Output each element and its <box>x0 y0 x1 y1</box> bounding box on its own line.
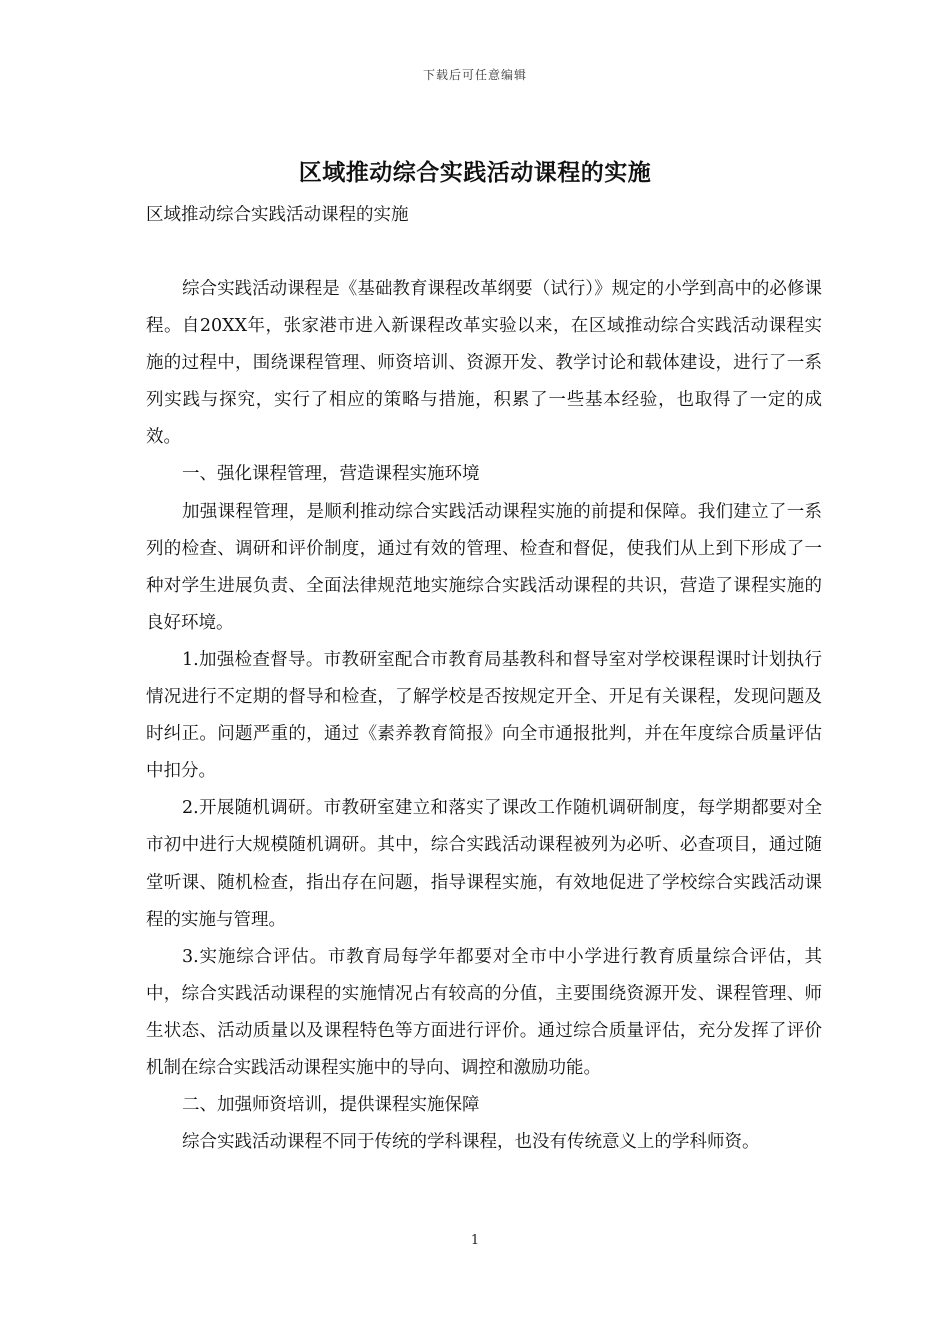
document-subtitle: 区域推动综合实践活动课程的实施 <box>146 205 409 225</box>
list-item-3: 3.实施综合评估。市教育局每学年都要对全市中小学进行教育质量综合评估，其中，综合实践活动课程的实施情况占有较高的分值，主要围绕资源开发、课程管理、师生状态、活动质量以及课程特色等方面进行评价。通过综合质量评估，充分发挥了评价机制在综合实践活动课程实施中的导向、调控和激励功能。 <box>146 946 822 1078</box>
document-title: 区域推动综合实践活动课程的实施 <box>298 159 652 186</box>
section-heading-2: 二、加强师资培训，提供课程实施保障 <box>182 1095 480 1116</box>
section-heading-1: 一、强化课程管理，营造课程实施环境 <box>182 464 480 485</box>
document-body <box>146 271 822 1161</box>
body-paragraph: 加强课程管理，是顺利推动综合实践活动课程实施的前提和保障。我们建立了一系列的检查、调研和评价制度，通过有效的管理、检查和督促，使我们从上到下形成了一种对学生进展负责、全面法律规范地实施综合实践活动课程的共识，营造了课程实施的良好环境。 <box>146 501 822 633</box>
list-item-1: 1.加强检查督导。市教研室配合市教育局基教科和督导室对学校课程课时计划执行情况进行不定期的督导和检查，了解学校是否按规定开全、开足有关课程，发现问题及时纠正。问题严重的，通过《素养教育简报》向全市通报批判，并在年度综合质量评估中扣分。 <box>146 649 822 782</box>
intro-paragraph: 综合实践活动课程是《基础教育课程改革纲要（试行）》规定的小学到高中的必修课程。自20XX年，张家港市进入新课程改革实验以来，在区域推动综合实践活动课程实施的过程中，围绕课程管理、师资培训、资源开发、教学讨论和载体建设，进行了一系列实践与探究，实行了相应的策略与措施，积累了一些基本经验，也取得了一定的成效。 <box>146 279 822 448</box>
page-header-note: 下载后可任意编辑 <box>422 68 527 82</box>
list-item-2: 2.开展随机调研。市教研室建立和落实了课改工作随机调研制度，每学期都要对全市初中进行大规模随机调研。其中，综合实践活动课程被列为必听、必查项目，通过随堂听课、随机检查，指出存在问题，指导课程实施，有效地促进了学校综合实践活动课程的实施与管理。 <box>146 798 822 930</box>
page-number: 1 <box>470 1233 480 1248</box>
body-paragraph: 综合实践活动课程不同于传统的学科课程，也没有传统意义上的学科师资。 <box>182 1132 760 1153</box>
